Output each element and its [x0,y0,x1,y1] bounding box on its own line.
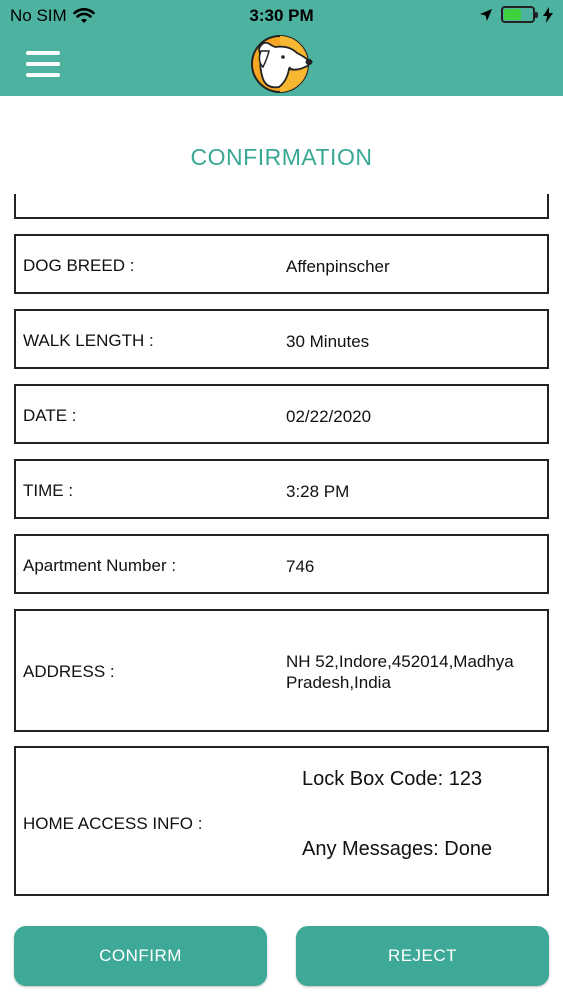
battery-icon [501,6,535,23]
status-right [479,6,553,23]
date-value: 02/22/2020 [286,407,372,426]
status-bar [0,0,563,34]
apartment-row [14,534,549,594]
location-arrow-icon [479,8,493,22]
apartment-value: 746 [286,557,315,576]
page-title: CONFIRMATION [190,144,373,170]
walk-length-label: WALK LENGTH : [23,331,154,350]
walk-length-row [14,309,549,369]
carrier-label: No SIM [10,6,67,25]
date-label: DATE : [23,406,77,425]
dog-breed-value: Affenpinscher [286,257,390,276]
apartment-label: Apartment Number : [23,556,177,575]
address-row [14,609,549,732]
scrolled-row [14,194,549,219]
date-row [14,384,549,444]
dog-breed-label: DOG BREED : [23,256,135,275]
time-value: 3:28 PM [286,482,350,501]
home-access-row [14,746,549,896]
status-time: 3:30 PM [249,6,314,25]
hamburger-menu-button[interactable] [26,51,60,77]
address-label: ADDRESS : [23,662,115,681]
confirm-button[interactable]: CONFIRM [14,926,267,986]
time-row [14,459,549,519]
charging-bolt-icon [543,7,553,23]
address-value: NH 52,Indore,452014,Madhya Pradesh,India [286,652,514,692]
lock-box-code: Lock Box Code: 123 [302,768,483,790]
dog-breed-row [14,234,549,294]
dog-logo-icon [245,35,315,93]
time-label: TIME : [23,481,74,500]
app-bar [0,34,563,96]
any-messages: Any Messages: Done [302,838,493,860]
reject-button[interactable]: REJECT [296,926,549,986]
home-access-label: HOME ACCESS INFO : [23,814,203,833]
walk-length-value: 30 Minutes [286,332,370,351]
menu-line-icon [26,51,60,55]
menu-line-icon [26,62,60,66]
menu-line-icon [26,73,60,77]
